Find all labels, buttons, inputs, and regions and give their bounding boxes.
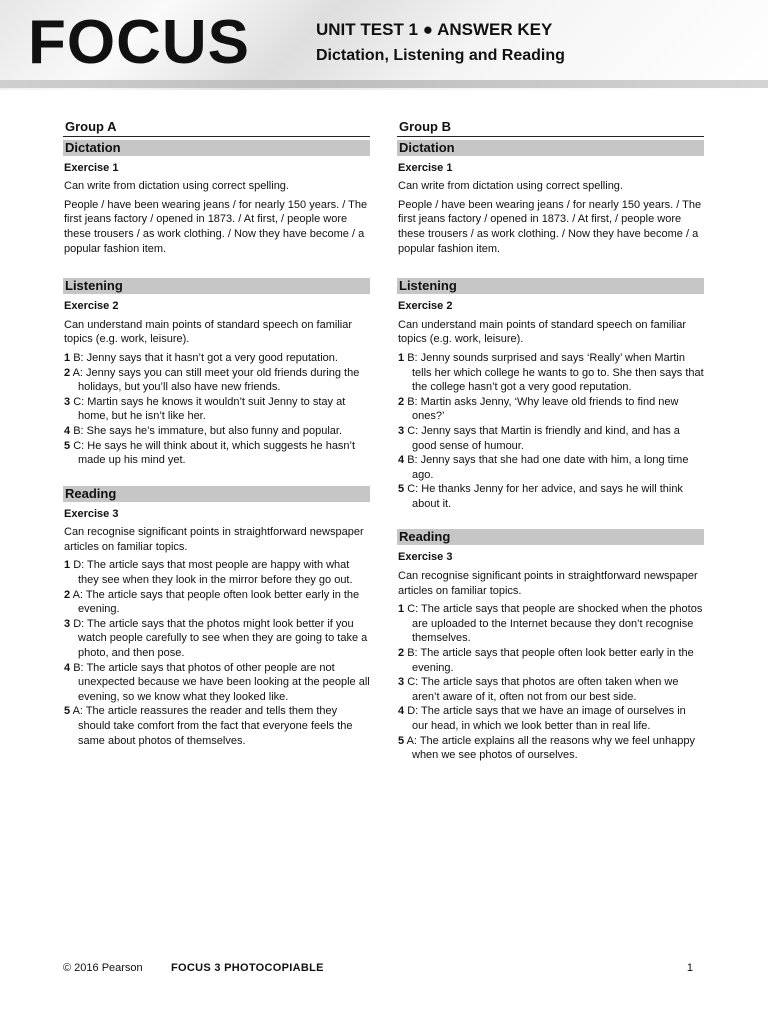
answer-item: 3 D: The article says that the photos might look better if you watch people carefully to see when they are going to take a photo, and then pose. xyxy=(64,617,368,660)
answer-item: 5 C: He thanks Jenny for her advice, and says he will think about it. xyxy=(398,483,683,510)
exercise-label: Exercise 2 xyxy=(64,300,119,313)
dictation-heading: Dictation xyxy=(397,140,704,156)
objective-text: Can write from dictation using correct spelling. xyxy=(64,180,289,193)
answer-item: 4 B: She says he’s immature, but also funny and popular. xyxy=(64,424,343,437)
objective-text: Can write from dictation using correct spelling. xyxy=(398,180,623,193)
answer-item: 3 C: The article says that photos are often taken when we aren’t aware of it, often not from our best side. xyxy=(398,676,679,703)
objective-text: Can recognise significant points in straightforward newspaper articles on familiar topics. xyxy=(398,570,698,597)
photocopiable-label: FOCUS 3 PHOTOCOPIABLE xyxy=(171,962,324,974)
exercise-label: Exercise 3 xyxy=(398,551,453,564)
answer-list xyxy=(398,602,704,763)
answer-list xyxy=(398,351,704,512)
dictation-text: People / have been wearing jeans / for nearly 150 years. / The first jeans factory / opened in 1873. / At first, / people wore these trousers / as work clothing. / Now they have become / a popular fashion item. xyxy=(64,198,368,255)
group-a-heading: Group A xyxy=(63,120,370,137)
answer-item: 4 B: The article says that photos of other people are not unexpected because we have been looking at the people all evening, so we know what they looked like. xyxy=(64,661,370,703)
objective-text: Can understand main points of standard speech on familiar topics (e.g. work, leisure). xyxy=(398,318,687,346)
answer-item: 4 B: Jenny says that she had one date with him, a long time ago. xyxy=(398,454,689,481)
exercise-label: Exercise 3 xyxy=(64,507,119,520)
answer-item: 2 B: The article says that people often look better early in the evening. xyxy=(398,647,694,674)
listening-heading: Listening xyxy=(63,278,370,294)
group-a-column xyxy=(63,120,370,748)
page-subtitle: Dictation, Listening and Reading xyxy=(316,47,565,64)
reading-heading: Reading xyxy=(397,529,704,545)
answer-item: 3 C: Martin says he knows it wouldn’t suit Jenny to stay at home, but he isn’t like her. xyxy=(64,395,346,423)
exercise-label: Exercise 2 xyxy=(398,300,453,313)
reading-heading: Reading xyxy=(63,486,370,502)
page-title: UNIT TEST 1 ● ANSWER KEY xyxy=(316,20,553,39)
objective-text: Can understand main points of standard speech on familiar topics (e.g. work, leisure). xyxy=(64,318,353,346)
answer-item: 4 D: The article says that we have an image of ourselves in our head, in which we look better than in real life. xyxy=(398,705,686,732)
answer-item: 1 B: Jenny sounds surprised and says ‘Really’ when Martin tells her which college he wants to go to. She then says that the college hasn’t got a very good reputation. xyxy=(398,351,704,394)
answer-item: 3 C: Jenny says that Martin is friendly and kind, and has a good sense of humour. xyxy=(398,424,680,452)
copyright-text: © 2016 Pearson xyxy=(63,962,143,974)
answer-item: 5 A: The article explains all the reasons why we feel unhappy when we see photos of ourselves. xyxy=(398,734,695,762)
listening-heading: Listening xyxy=(397,278,704,294)
page-header xyxy=(0,0,768,90)
objective-text: Can recognise significant points in straightforward newspaper articles on familiar topics. xyxy=(64,526,364,553)
exercise-label: Exercise 1 xyxy=(398,161,453,174)
answer-item: 2 A: Jenny says you can still meet your old friends during the holidays, but you’ll also have new friends. xyxy=(64,366,360,394)
answer-item: 2 B: Martin asks Jenny, ‘Why leave old friends to find new ones?’ xyxy=(398,395,679,423)
exercise-label: Exercise 1 xyxy=(64,161,119,174)
answer-list xyxy=(64,351,370,468)
answer-item: 1 D: The article says that most people are happy with what they see when they look in the mirror before they go out. xyxy=(64,559,353,587)
answer-item: 1 C: The article says that people are shocked when the photos are uploaded to the Internet because they don’t recognise themselves. xyxy=(398,603,703,645)
answer-list xyxy=(64,558,370,748)
group-b-column xyxy=(397,120,704,763)
answer-item: 5 A: The article reassures the reader and tells them they should take comfort from the fact that everyone feels the same about photos of themselves. xyxy=(64,705,353,747)
page-number: 1 xyxy=(686,962,693,974)
answer-item: 1 B: Jenny says that it hasn’t got a very good reputation. xyxy=(64,351,338,364)
answer-item: 2 A: The article says that people often look better early in the evening. xyxy=(64,588,360,616)
dictation-text: People / have been wearing jeans / for nearly 150 years. / The first jeans factory / opened in 1873. / At first, / people wore these trousers / as work clothing. / Now they have become / a popular fashion item. xyxy=(398,198,702,255)
answer-item: 5 C: He says he will think about it, which suggests he hasn’t made up his mind yet. xyxy=(64,439,356,467)
group-b-heading: Group B xyxy=(397,120,704,137)
dictation-heading: Dictation xyxy=(63,140,370,156)
header-stripe xyxy=(0,80,768,88)
focus-logo: FOCUS xyxy=(28,8,250,77)
